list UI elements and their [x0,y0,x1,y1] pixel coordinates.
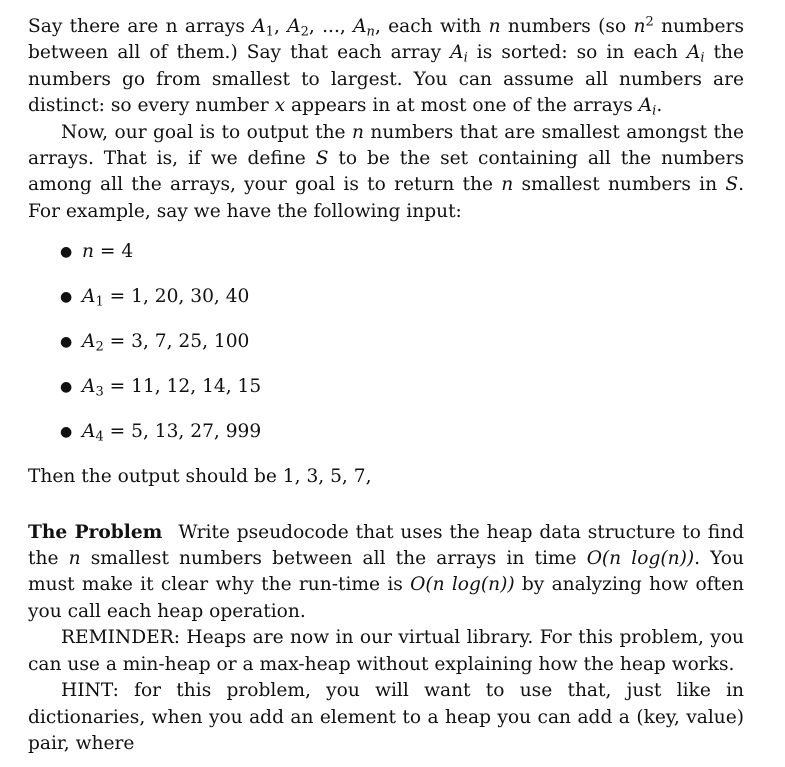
bullet-icon: ● [60,244,73,261]
text: is sorted: so in each [467,42,687,64]
math-lhs: n [82,241,94,263]
math-sub: i [700,50,705,66]
math-rhs: = 11, 12, 14, 15 [103,376,262,398]
bullet-icon: ● [60,379,73,396]
list-item [28,239,744,284]
math-A: A [450,42,464,64]
math-sup: 2 [645,14,654,30]
math-runtime: O(n log(n)) [410,574,515,596]
math-S: S [315,148,329,170]
math-sub: 2 [300,24,309,40]
reminder-paragraph: REMINDER: Heaps are now in our virtual library. For this problem, you can use a min-heap or a max-heap without explaining how the heap works. [28,627,744,675]
problem-paragraph [28,520,744,626]
text: , ..., [308,16,354,37]
document-page [28,14,744,757]
text: smallest numbers in [513,174,726,196]
math-rhs: = 5, 13, 27, 999 [103,421,262,443]
math-sub: 1 [265,24,274,40]
text: appears in at most one of the arrays [285,95,639,117]
list-item [28,374,744,419]
math-lhs: A [82,286,96,308]
example-list [28,239,744,464]
text: Now, our goal is to output the [61,121,352,143]
math-n: n [68,548,81,570]
problem-heading: The Problem [28,521,163,543]
bullet-icon: ● [60,334,73,351]
math-sub: 1 [95,294,104,310]
math-rhs: = 3, 7, 25, 100 [103,331,250,353]
intro-paragraph-2 [28,120,744,226]
hint-paragraph: HINT: for this problem, you will want to use that, just like in dictionaries, when you add an element to a heap you can add a (key, value) pair, where [28,680,744,754]
text: . For example, say we have the following input: [28,174,744,222]
text: Write pseudocode that uses the heap data structure to find the [28,521,744,570]
text: Say there are n arrays [28,16,253,37]
math-sub: 3 [95,384,104,400]
text: , each with [374,16,489,37]
intro-paragraph-1 [28,14,744,120]
math-x: x [274,95,286,117]
text: , [273,16,288,37]
math-n: n [352,121,364,143]
math-A: A [353,16,367,37]
math-A: A [287,16,301,37]
list-item [28,284,744,329]
math-sub: 2 [95,339,104,355]
math-sub: i [652,103,657,119]
bullet-icon: ● [60,289,73,306]
example-output: Then the output should be 1, 3, 5, 7, [28,466,372,488]
math-sub: i [463,50,468,66]
text: . [656,95,663,117]
text: . You must make it clear why the run-time is [28,548,744,596]
math-sub: 4 [95,429,104,445]
math-A: A [638,95,653,117]
list-item [28,329,744,374]
text: numbers (so [500,16,634,37]
math-n: n [501,174,514,196]
list-item [28,419,744,464]
math-lhs: A [82,376,96,398]
text: the numbers go from smallest to largest. You can assume all numbers are distinct: so every number [28,42,744,117]
text: by analyzing how often you call each heap operation. [28,574,744,622]
text: numbers that are smallest amongst the arrays. That is, if we define [28,121,744,170]
bullet-icon: ● [60,424,73,441]
math-runtime: O(n log(n)) [586,548,695,570]
text: smallest numbers between all the arrays in time [80,548,587,570]
math-sub: n [366,24,375,40]
text: numbers between all of them.) Say that each array [28,16,744,64]
text: to be the set containing all the numbers among all the arrays, your goal is to return the [28,148,744,196]
math-A: A [686,42,701,64]
math-rhs: = 4 [93,241,134,263]
math-rhs: = 1, 20, 30, 40 [103,286,250,308]
math-n: n [488,16,501,37]
math-S: S [725,174,739,196]
math-lhs: A [82,331,96,353]
math-n: n [633,16,646,37]
math-lhs: A [82,421,96,443]
math-A: A [252,16,266,37]
